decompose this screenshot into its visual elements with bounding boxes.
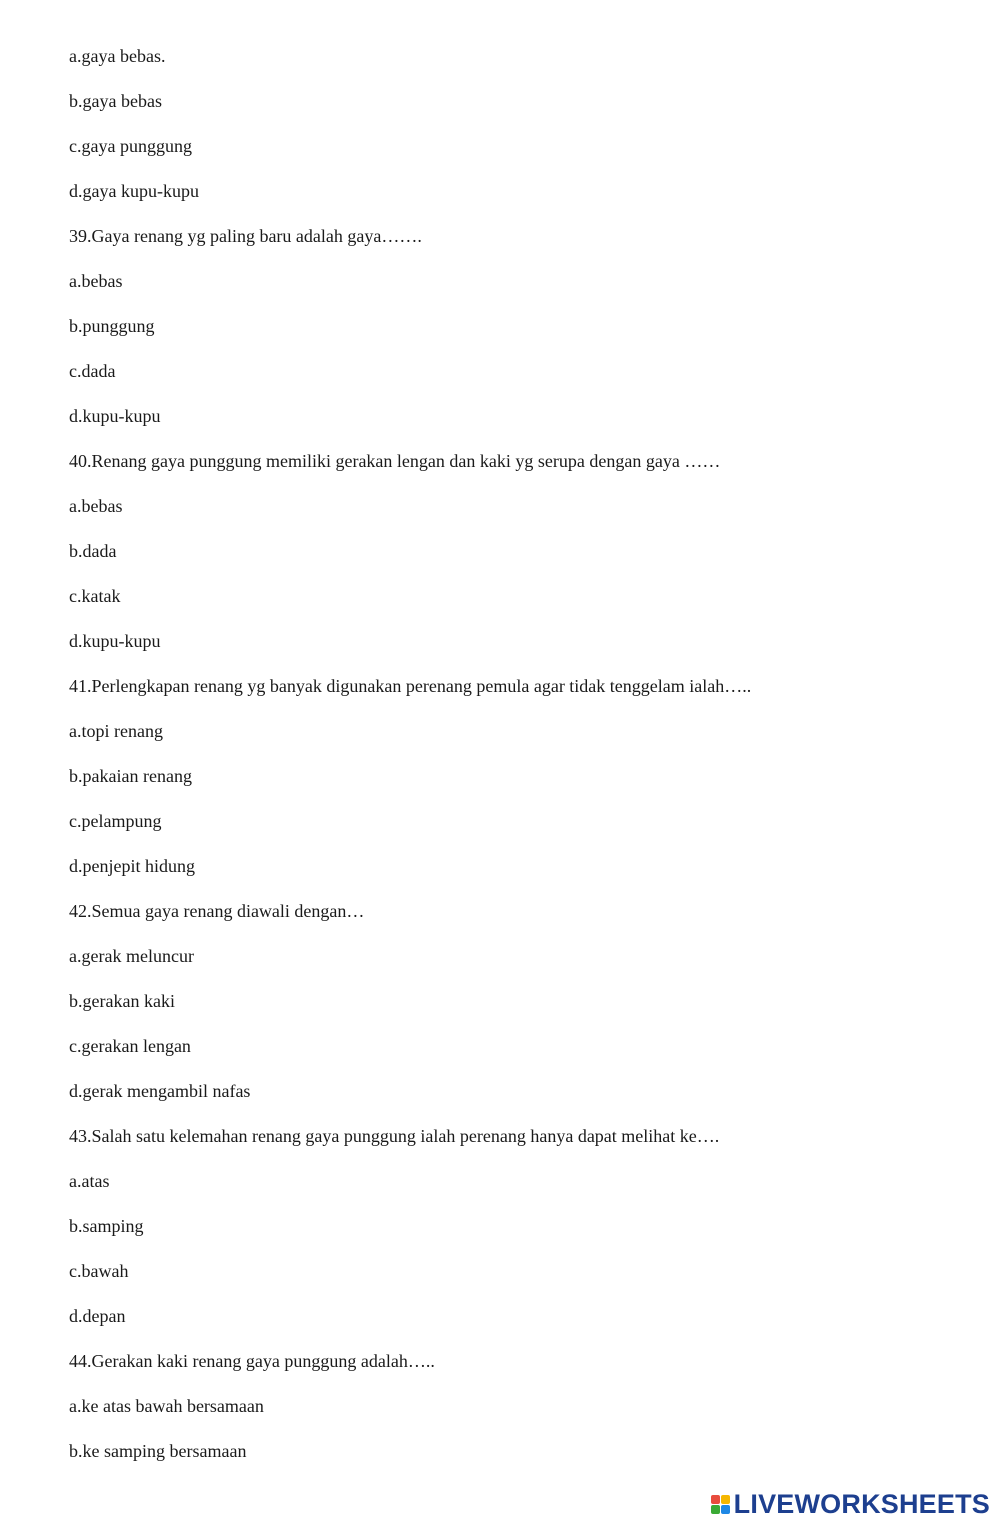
liveworksheets-logo-text: LIVEWORKSHEETS (733, 1488, 990, 1519)
answer-option: b.ke samping bersamaan (69, 1441, 247, 1461)
answer-option: b.punggung (69, 316, 155, 336)
answer-option: a.ke atas bawah bersamaan (69, 1396, 264, 1416)
question-39: 39.Gaya renang yg paling baru adalah gaya……. (69, 226, 422, 246)
answer-option: c.bawah (69, 1261, 129, 1281)
answer-option: b.gaya bebas (69, 91, 162, 111)
question-42: 42.Semua gaya renang diawali dengan… (69, 901, 365, 921)
answer-option: d.penjepit hidung (69, 856, 195, 876)
answer-option: d.kupu-kupu (69, 406, 161, 426)
answer-option: a.gaya bebas. (69, 46, 166, 66)
answer-option: c.gerakan lengan (69, 1036, 191, 1056)
liveworksheets-logo[interactable] (711, 1490, 990, 1518)
answer-option: a.bebas (69, 271, 123, 291)
answer-option: d.kupu-kupu (69, 631, 161, 651)
answer-option: a.bebas (69, 496, 123, 516)
logo-square-red (711, 1495, 720, 1504)
logo-square-blue (721, 1505, 730, 1514)
worksheet-content (69, 45, 969, 1485)
liveworksheets-logo-icon (711, 1495, 730, 1514)
answer-option: c.katak (69, 586, 121, 606)
answer-option: b.pakaian renang (69, 766, 192, 786)
question-44: 44.Gerakan kaki renang gaya punggung adalah….. (69, 1351, 435, 1371)
answer-option: a.gerak meluncur (69, 946, 194, 966)
question-43: 43.Salah satu kelemahan renang gaya punggung ialah perenang hanya dapat melihat ke…. (69, 1126, 720, 1146)
answer-option: d.gaya kupu-kupu (69, 181, 199, 201)
answer-option: a.atas (69, 1171, 110, 1191)
answer-option: d.gerak mengambil nafas (69, 1081, 251, 1101)
logo-square-green (711, 1505, 720, 1514)
answer-option: d.depan (69, 1306, 126, 1326)
answer-option: c.dada (69, 361, 116, 381)
question-41: 41.Perlengkapan renang yg banyak digunakan perenang pemula agar tidak tenggelam ialah….. (69, 676, 752, 696)
question-40: 40.Renang gaya punggung memiliki gerakan lengan dan kaki yg serupa dengan gaya …… (69, 451, 721, 471)
answer-option: c.gaya punggung (69, 136, 192, 156)
answer-option: b.samping (69, 1216, 144, 1236)
logo-square-yellow (721, 1495, 730, 1504)
answer-option: b.dada (69, 541, 117, 561)
answer-option: b.gerakan kaki (69, 991, 175, 1011)
answer-option: a.topi renang (69, 721, 163, 741)
answer-option: c.pelampung (69, 811, 162, 831)
